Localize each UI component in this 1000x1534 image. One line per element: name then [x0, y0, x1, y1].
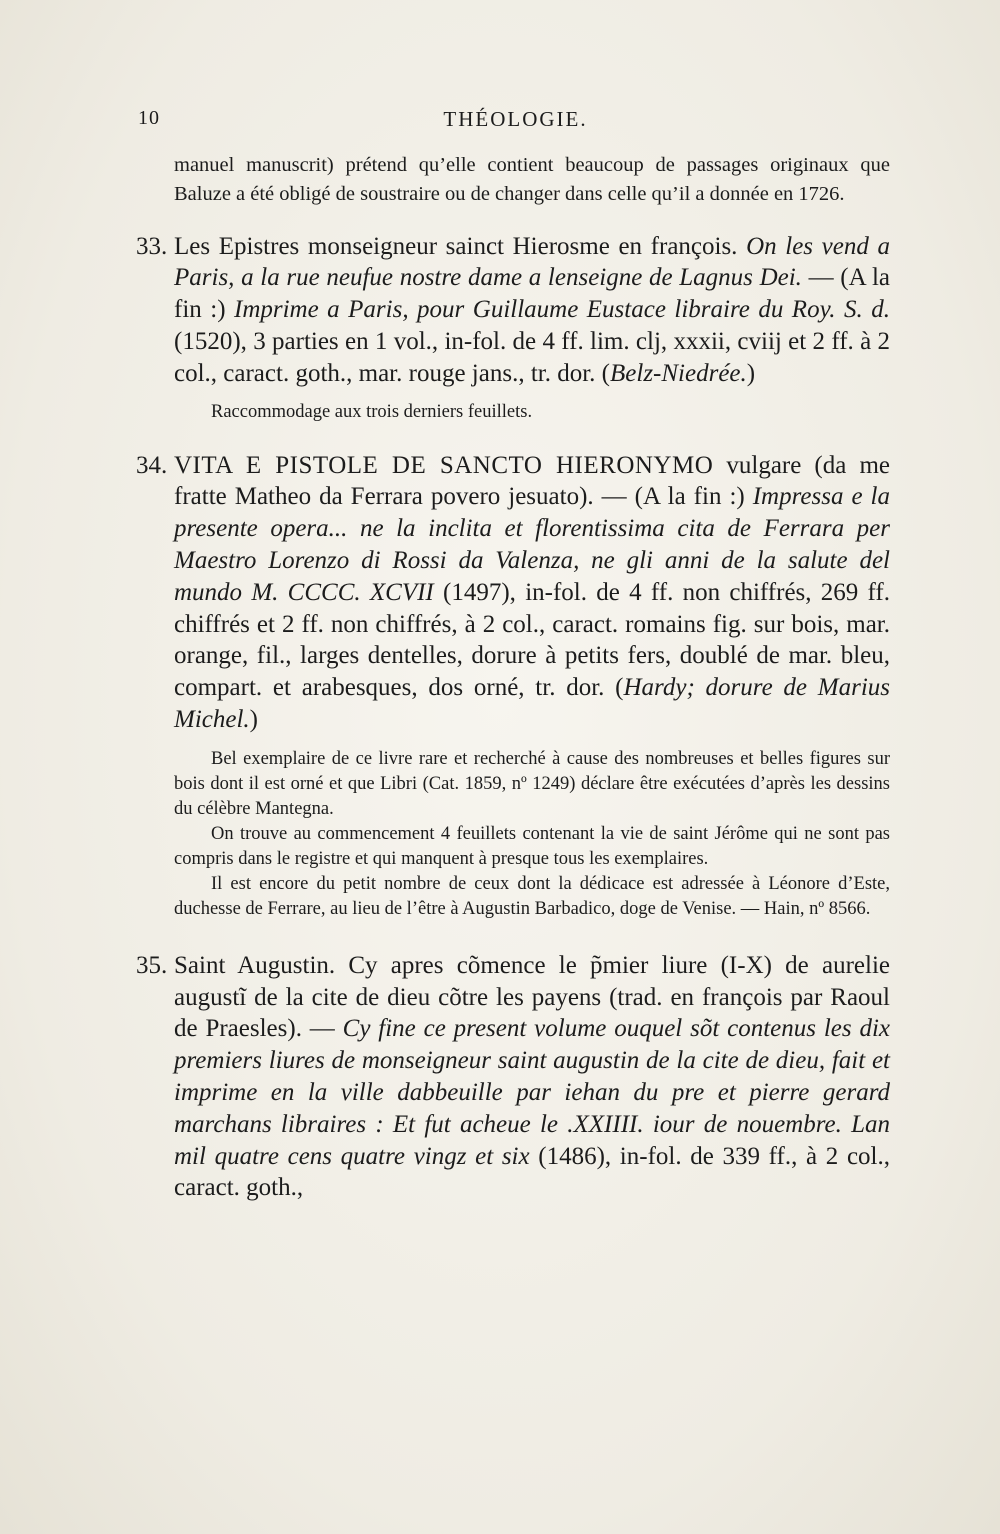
- running-head: [138, 107, 893, 137]
- entry-colophon: Impressa e la presente opera... ne la inclita et florentissima cita de Ferrara per Maestro Lorenzo di Rossi da Valenza, ne gli anni de la salute del mundo M. CCCC. XCVII: [174, 483, 891, 606]
- running-title: THÉOLOGIE.: [443, 107, 588, 131]
- entry-note: On trouve au commencement 4 feuillets contenant la vie de saint Jérôme qui ne sont pas compris dans le registre et qui manquent à presque tous les exemplaires.: [174, 823, 890, 869]
- entry-binder: Hardy; dorure de Marius Michel.: [174, 674, 891, 733]
- entry-note: Raccommodage aux trois derniers feuillets.: [211, 401, 533, 422]
- intro-paragraph: manuel manuscrit) prétend qu’elle contient beaucoup de passages originaux que Baluze a été obligé de soustraire ou de changer dans celle qu’il a donnée en 1726.: [174, 154, 890, 205]
- entry-text: — (A la fin :): [174, 264, 890, 324]
- entry-imprint: On les vend a Paris, a la rue neufue nostre dame a lenseigne de Lagnus Dei.: [174, 232, 890, 292]
- entry-description: (1486), in-fol. de 339 ff., à 2 col., caract. goth.,: [174, 1142, 890, 1202]
- catalog-entry-34: [136, 450, 891, 736]
- page-body: [136, 151, 891, 1204]
- entry-title: Les Epistres monseigneur sainct Hierosme en françois.: [174, 232, 747, 260]
- entry-description: (1520), 3 parties en 1 vol., in-fol. de 4 ff. lim. clj, xxxii, cviij et 2 ff. à 2 col., caract. goth., mar. rouge jans., tr. dor. (: [174, 327, 890, 387]
- catalog-entry-33: [136, 231, 890, 390]
- entry-description: (1497), in-fol. de 4 ff. non chiffrés, 269 ff. chiffrés et 2 ff. non chiffrés, à 2 col., caract. romains fig. sur bois, mar. orange, fil., larges dentelles, dorure à petits fers, doublé de mar. bleu, compart. et arabesques, dos orné, tr. dor. (: [174, 578, 891, 702]
- page-number: 10: [138, 107, 160, 129]
- entry-text: ): [249, 705, 258, 733]
- entry-text: ): [746, 359, 756, 387]
- entry-number: 35.: [136, 951, 168, 979]
- entry-colophon: Imprime a Paris, pour Guillaume Eustace libraire du Roy. S. d.: [234, 296, 890, 324]
- entry-notes: [174, 747, 890, 922]
- catalog-entry-35: [136, 950, 890, 1204]
- entry-title: Saint Augustin. Cy apres cõmence le p̃mier liure (I-X) de aurelie augustĩ de la cite de dieu cõtre les payens (trad. en françois par Raoul de Praesles). —: [174, 951, 890, 1043]
- entry-colophon: Cy fine ce present volume ouquel sõt contenus les dix premiers liures de monseigneur saint augustin de la cite de dieu, fait et imprime en la ville dabbeuille par iehan du pre et pierre gerard marchans libraires : Et fut acheue le .XXIIII. iour de nouembre. Lan mil quatre cens quatre vingz et six: [174, 1015, 890, 1170]
- entry-title: VITA E PISTOLE DE SANCTO HIERONYMO: [174, 451, 714, 479]
- entry-note: Bel exemplaire de ce livre rare et recherché à cause des nombreuses et belles figures sur bois dont il est orné et que Libri (Cat. 1859, nº 1249) déclare être exécutées d’après les dessins du célèbre Mantegna.: [174, 748, 890, 819]
- entry-text: vulgare (da me fratte Matheo da Ferrara povero jesuato). — (A la fin :): [174, 451, 890, 511]
- entry-number: 33.: [136, 232, 168, 260]
- entry-note: Il est encore du petit nombre de ceux dont la dédicace est adressée à Léonore d’Este, duchesse de Ferrare, au lieu de l’être à Augustin Barbadico, doge de Venise. — Hain, nº 8566.: [174, 873, 890, 919]
- entry-number: 34.: [136, 451, 168, 479]
- entry-binder: Belz-Niedrée.: [610, 359, 747, 387]
